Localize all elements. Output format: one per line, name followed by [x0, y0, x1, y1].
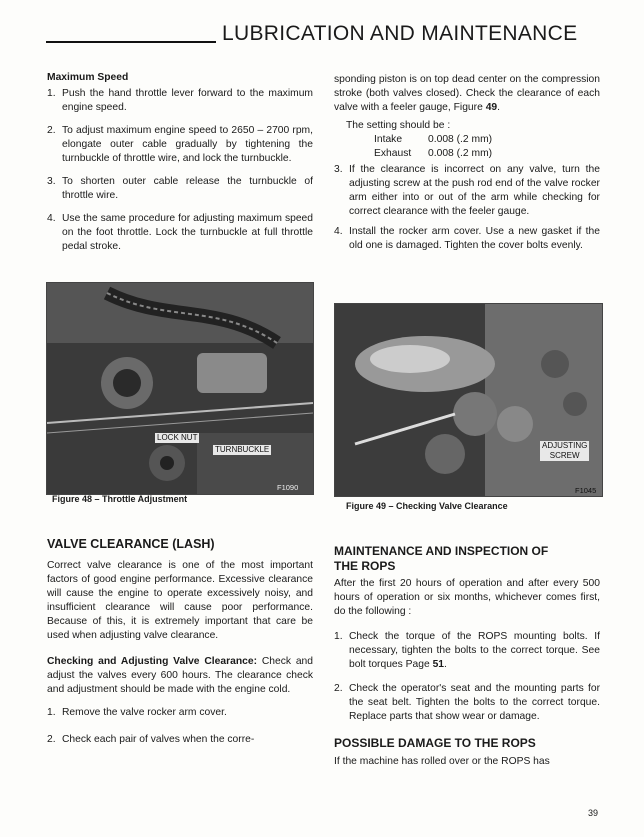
turnbuckle-label: TURNBUCKLE — [215, 445, 270, 454]
intake-label: Intake — [374, 134, 403, 145]
header-rule — [46, 41, 216, 43]
intake-setting — [334, 133, 600, 147]
rops-intro: After the first 20 hours of operation and after every 500 hours of operation or six months, whichever comes first, do the following : — [334, 578, 600, 617]
item-number: 1. — [334, 631, 343, 642]
list-item — [47, 87, 313, 115]
item-number: 1. — [47, 88, 56, 99]
figure-code: F1090 — [277, 483, 299, 492]
adjusting-screw-label — [540, 441, 589, 461]
figure-48-photo — [46, 282, 314, 495]
item-number: 1. — [47, 707, 56, 718]
list-item — [47, 124, 313, 166]
item-number: 2. — [47, 125, 56, 136]
figure-49-caption: Figure 49 – Checking Valve Clearance — [346, 501, 508, 511]
list-item — [47, 733, 313, 747]
list-item — [334, 630, 600, 672]
exhaust-label: Exhaust — [374, 148, 412, 159]
item-number: 3. — [47, 176, 56, 187]
item-text: If the clearance is incorrect on any valve, turn the adjusting screw at the push rod end of the valve rocker arm either into or out of the arm while checking for correct clearance with the feeler gauge. — [349, 164, 600, 217]
rops-heading: MAINTENANCE AND INSPECTION OF THE ROPS — [334, 544, 549, 573]
page-title: LUBRICATION AND MAINTENANCE — [222, 22, 578, 45]
item-number: 4. — [334, 226, 343, 237]
figure-reference: 49 — [485, 102, 498, 113]
list-item — [47, 706, 313, 720]
continued-text: sponding piston is on top dead center on the compression stroke (both valves closed). Check the clearance of each valve with a feeler gauge, Figure — [334, 74, 600, 113]
item-text: Check each pair of valves when the corre- — [62, 734, 255, 745]
item-text-wrapper: Check the torque of the ROPS mounting bolts. If necessary, tighten the bolts to the correct torque. See bolt torques Page 51. — [349, 631, 600, 670]
list-item — [47, 212, 313, 254]
list-item — [334, 682, 600, 724]
continued-paragraph: sponding piston is on top dead center on the compression stroke (both valves closed). Check the clearance of each valve with a feeler gauge, Figure 49. — [334, 74, 600, 113]
item-text: Remove the valve rocker arm cover. — [62, 707, 227, 718]
rops-damage-heading: POSSIBLE DAMAGE TO THE ROPS — [334, 736, 536, 750]
intake-value: 0.008 (.2 mm) — [428, 134, 493, 145]
figure-code: F1045 — [575, 486, 597, 495]
throttle-photo — [47, 283, 313, 494]
figure-49-photo — [334, 303, 603, 497]
item-number: 3. — [334, 164, 343, 175]
rops-damage-text: If the machine has rolled over or the ROPS has — [334, 756, 550, 767]
valve-procedure-continued — [334, 73, 600, 262]
item-text: To shorten outer cable release the turnbuckle of throttle wire. — [62, 176, 313, 201]
rops-section — [334, 544, 600, 769]
item-text: Install the rocker arm cover. Use a new gasket if the old one is damaged. Tighten the cover bolts evenly. — [349, 226, 600, 251]
item-text: Check the torque of the ROPS mounting bolts. If necessary, tighten the bolts to the correct torque. See bolt torques Page — [349, 631, 600, 670]
check-adjust-text: Check and adjust the valves every 600 hours. The clearance check and adjustment should be made with the engine cold. — [47, 656, 313, 695]
exhaust-setting — [334, 147, 600, 161]
lock-nut-label: LOCK NUT — [157, 433, 198, 442]
item-number: 4. — [47, 213, 56, 224]
list-item — [334, 225, 600, 253]
page-number: 39 — [588, 808, 599, 818]
valve-clearance-intro: Correct valve clearance is one of the most important factors of good engine performance. Excessive clearance will cause the engine to operate excessively noisy, and insufficient clearance will cause poor performance. Because of this, it is extremely important that care be used when adjusting valve clearance. — [47, 560, 313, 641]
item-number: 2. — [47, 734, 56, 745]
item-text: To adjust maximum engine speed to 2650 – 2700 rpm, elongate outer cable gradually by tightening the turnbuckle of throttle wire, and lock the turnbuckle. — [62, 125, 313, 164]
adjusting-label-line1: ADJUSTING — [542, 441, 588, 450]
item-text: Push the hand throttle lever forward to the maximum engine speed. — [62, 88, 313, 113]
item-text: Use the same procedure for adjusting maximum speed on the foot throttle. Lock the turnbuckle at full throttle pedal stroke. — [62, 213, 313, 252]
check-adjust-bold: Checking and Adjusting Valve Clearance: — [47, 656, 257, 667]
valve-clearance-section — [47, 537, 313, 756]
valve-photo — [335, 304, 602, 496]
max-speed-section — [47, 71, 313, 263]
list-item — [334, 163, 600, 219]
exhaust-value: 0.008 (.2 mm) — [428, 148, 493, 159]
valve-clearance-heading: VALVE CLEARANCE (LASH) — [47, 537, 215, 551]
setting-intro: The setting should be : — [346, 120, 451, 131]
adjusting-label-line2: SCREW — [549, 451, 580, 460]
list-item — [47, 175, 313, 203]
max-speed-heading: Maximum Speed — [47, 72, 129, 83]
item-number: 2. — [334, 683, 343, 694]
figure-48-caption: Figure 48 – Throttle Adjustment — [52, 494, 188, 504]
page-reference: 51 — [432, 659, 445, 670]
check-adjust-paragraph — [47, 655, 313, 697]
item-text: Check the operator's seat and the mounting parts for the seat belt. Tighten the bolts to the correct torque. Replace parts that show wear or damage. — [349, 683, 600, 722]
